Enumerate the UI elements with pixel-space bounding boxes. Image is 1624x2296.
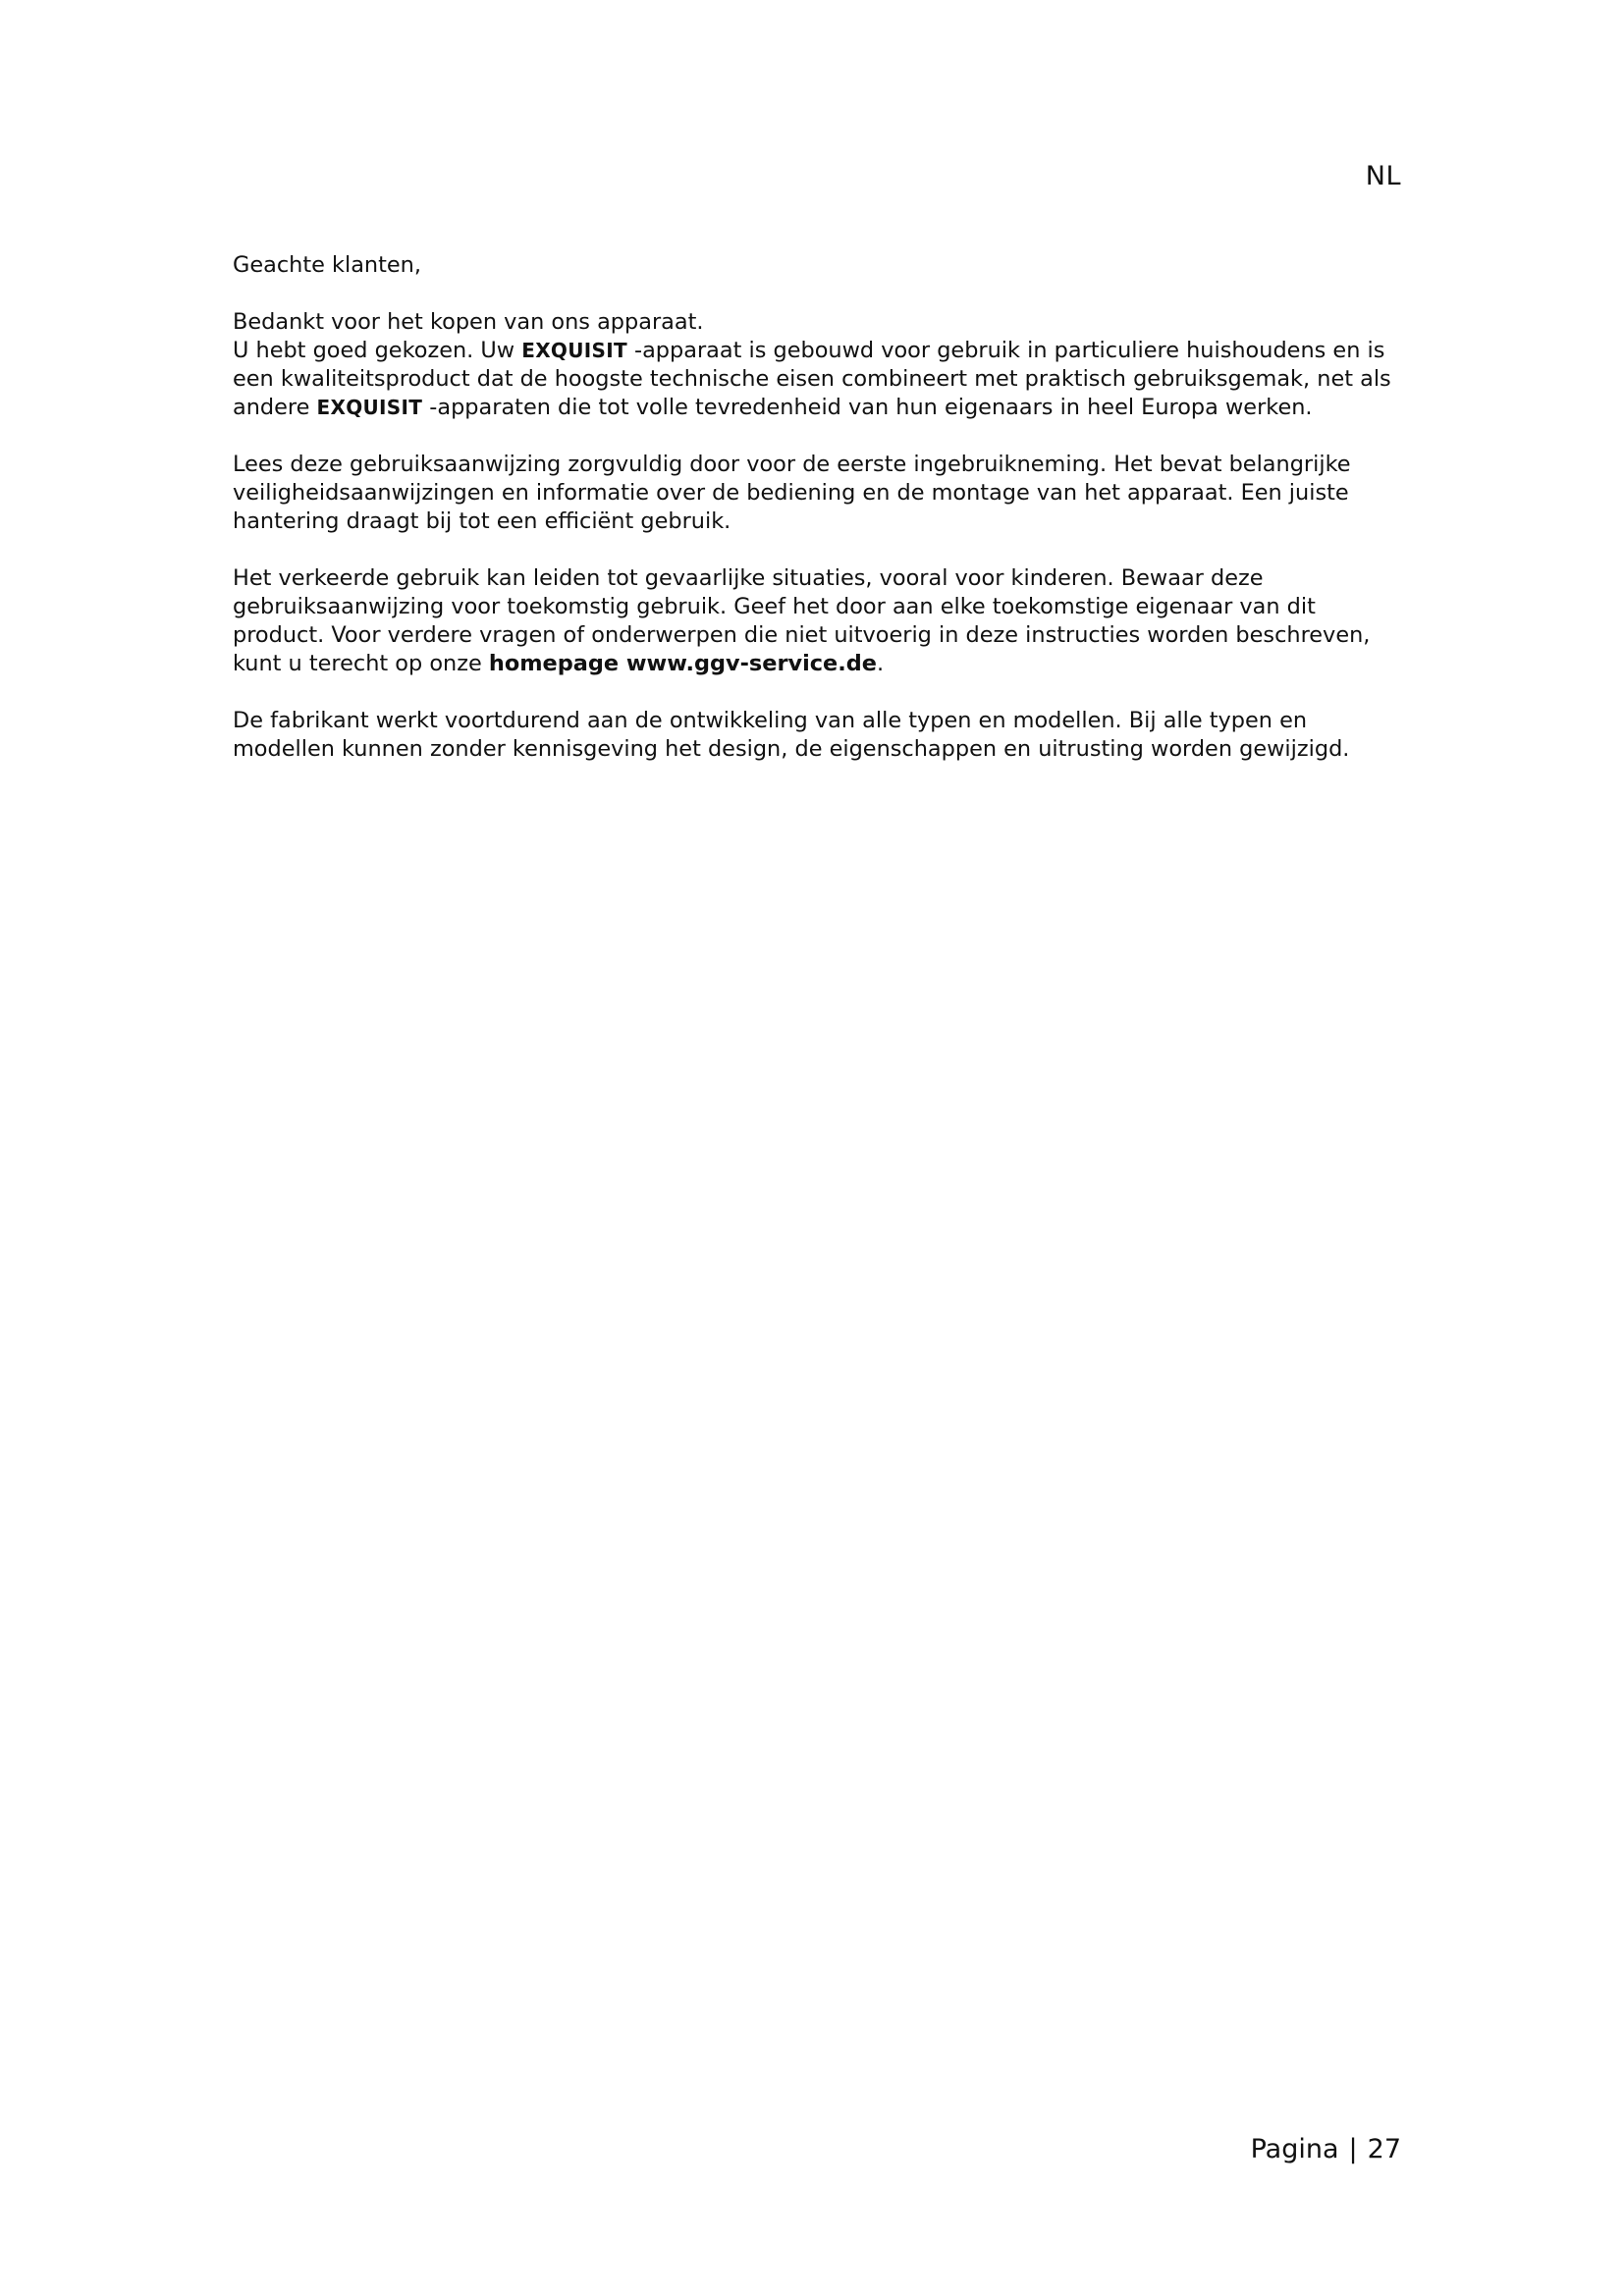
page-label: Pagina (1250, 2134, 1339, 2164)
thanks-line: Bedankt voor het kopen van ons apparaat. (233, 309, 704, 335)
page-footer (1251, 2136, 1401, 2163)
page-separator: | (1348, 2134, 1358, 2164)
intro-text-1: U hebt goed gekozen. Uw (233, 338, 522, 363)
brand-name: EXQUISIT (521, 339, 627, 362)
read-manual-paragraph: Lees deze gebruiksaanwijzing zorgvuldig door voor de eerste ingebruikneming. Het bevat belangrijke veiligheidsaanwijzingen en informatie over de bediening en de montage van het apparaat. Een juiste hantering draagt bij tot een efficiënt gebruik. (233, 452, 1351, 534)
intro-text-2: -apparaat is gebouwd voor gebruik in particuliere huishoudens en is een kwaliteitsproduct dat de hoogste technische eisen combineert met praktisch gebruiksgemak, net als andere (233, 338, 1391, 420)
warning-end: . (876, 651, 885, 676)
brand-name: EXQUISIT (316, 396, 423, 419)
greeting: Geachte klanten, (233, 252, 421, 278)
page-number: 27 (1367, 2134, 1401, 2164)
disclaimer-paragraph: De fabrikant werkt voortdurend aan de ontwikkeling van alle typen en modellen. Bij alle typen en modellen kunnen zonder kennisgeving het design, de eigenschappen en uitrusting worden gewijzigd. (233, 708, 1350, 762)
warning-paragraph (233, 564, 1411, 678)
homepage-link[interactable]: homepage www.ggv-service.de (488, 651, 877, 676)
intro-paragraph (233, 337, 1411, 422)
warning-text: Het verkeerde gebruik kan leiden tot gevaarlijke situaties, vooral voor kinderen. Bewaar deze gebruiksaanwijzing voor toekomstig gebruik. Geef het door aan elke toekomstige eigenaar van dit product. Voor verdere vragen of onderwerpen die niet uitvoerig in deze instructies worden beschreven, kunt u terecht op onze (233, 565, 1371, 676)
letter-body (233, 251, 1411, 792)
language-code: NL (1365, 161, 1401, 191)
intro-text-3: -apparaten die tot volle tevredenheid van hun eigenaars in heel Europa werken. (422, 395, 1313, 420)
